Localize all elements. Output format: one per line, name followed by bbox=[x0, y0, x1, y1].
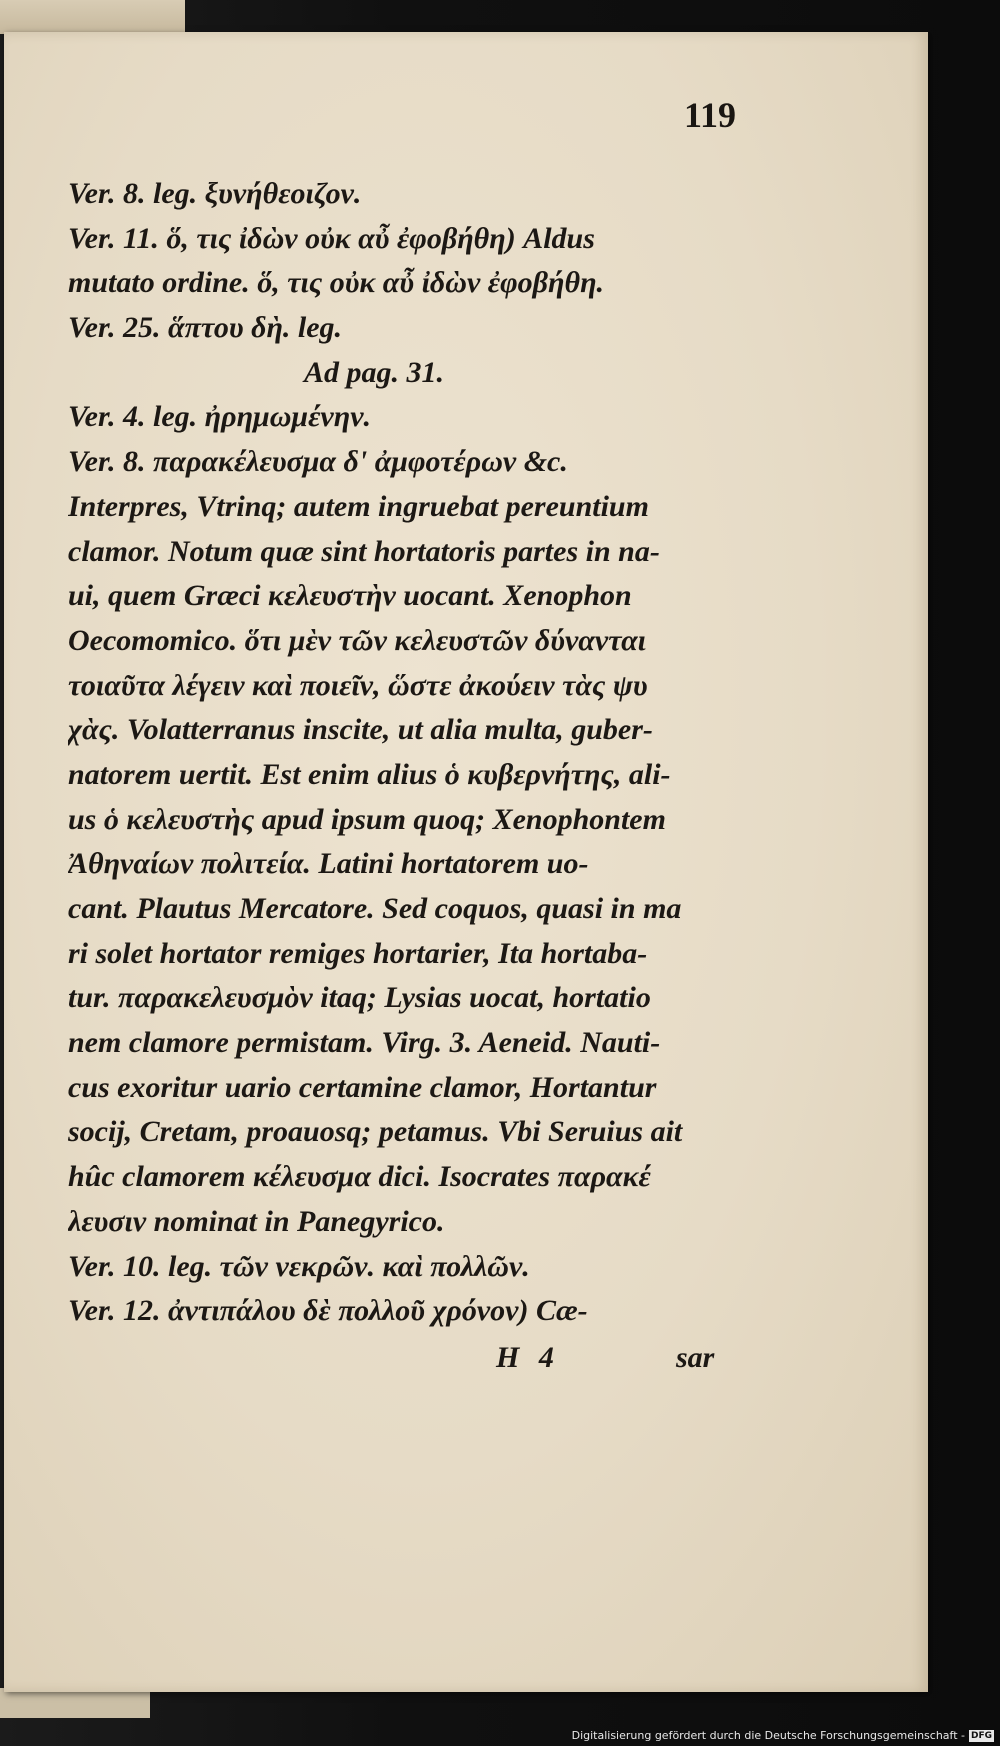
text-line: τοιαῦτα λέγειν καὶ ποιεῖν, ὥστε ἀκούειν τὰς ψυ bbox=[68, 668, 648, 702]
text-line: Ver. 12. ἀντιπάλου δὲ πολλοῦ χρόνον) Cæ- bbox=[68, 1294, 588, 1328]
text-line: Interpres, Vtrinq; autem ingruebat pereuntium bbox=[68, 489, 649, 523]
text-line: cus exoritur uario certamine clamor, Hortantur bbox=[68, 1070, 657, 1104]
text-line: χὰς. Volatterranus inscite, ut alia multa, guber- bbox=[68, 713, 653, 747]
signature-line bbox=[68, 1336, 748, 1386]
book-page bbox=[4, 32, 928, 1692]
text-line: nem clamore permistam. Virg. 3. Aeneid. Nauti- bbox=[68, 1026, 661, 1060]
credit-text: Digitalisierung gefördert durch die Deutsche Forschungsgemeinschaft - bbox=[571, 1729, 965, 1742]
text-line: Ver. 25. ἅπτου δὴ. leg. bbox=[68, 311, 343, 345]
text-line: ui, quem Græci κελευστὴν uocant. Xenophon bbox=[68, 579, 632, 613]
text-line: Ver. 11. ὅ, τις ἰδὼν οὐκ αὖ ἐφοβήθη) Aldus bbox=[68, 221, 595, 255]
catchword: sar bbox=[676, 1340, 715, 1374]
page-number: 119 bbox=[683, 95, 736, 135]
previous-page-edge bbox=[0, 0, 185, 34]
text-line: Ἀθηναίων πολιτεία. Latini hortatorem uo- bbox=[68, 847, 589, 881]
previous-page-edge-bottom bbox=[0, 1688, 150, 1718]
text-line: mutato ordine. ὅ, τις οὐκ αὖ ἰδὼν ἐφοβήθη. bbox=[68, 266, 605, 300]
text-line: natorem uertit. Est enim alius ὁ κυβερνήτης, ali- bbox=[68, 757, 671, 791]
text-line: clamor. Notum quæ sint hortatoris partes in na- bbox=[68, 534, 660, 568]
section-heading: Ad pag. 31. bbox=[304, 355, 445, 389]
text-line: Oecomomico. ὅτι μὲν τῶν κελευστῶν δύνανται bbox=[68, 623, 647, 657]
text-line: λευσιν nominat in Panegyrico. bbox=[68, 1204, 445, 1238]
text-line: cant. Plautus Mercatore. Sed coquos, quasi in ma bbox=[68, 892, 682, 925]
text-line: socij, Cretam, proauosq; petamus. Vbi Seruius ait bbox=[68, 1115, 683, 1149]
dfg-logo: DFG bbox=[970, 1730, 992, 1741]
text-line: Ver. 4. leg. ἠρημωμένην. bbox=[68, 400, 372, 434]
digitization-credit bbox=[572, 1729, 994, 1742]
text-line: Ver. 8. leg. ξυνήθεοιζον. bbox=[68, 177, 362, 210]
text-line: ri solet hortator remiges hortarier, Ita hortaba- bbox=[68, 936, 648, 970]
text-line: Ver. 10. leg. τῶν νεκρῶν. καὶ πολλῶν. bbox=[68, 1249, 530, 1283]
text-line: tur. παρακελευσμὸν itaq; Lysias uocat, hortatio bbox=[68, 981, 651, 1015]
page-text bbox=[68, 172, 748, 1386]
text-line: us ὁ κελευστὴς apud ipsum quoq; Xenophontem bbox=[68, 802, 666, 836]
signature-mark: H 4 bbox=[496, 1340, 560, 1374]
text-line: Ver. 8. παρακέλευσμα δ' ἀμφοτέρων &c. bbox=[68, 445, 568, 479]
text-line: hûc clamorem κέλευσμα dici. Isocrates παρακέ bbox=[68, 1160, 651, 1194]
